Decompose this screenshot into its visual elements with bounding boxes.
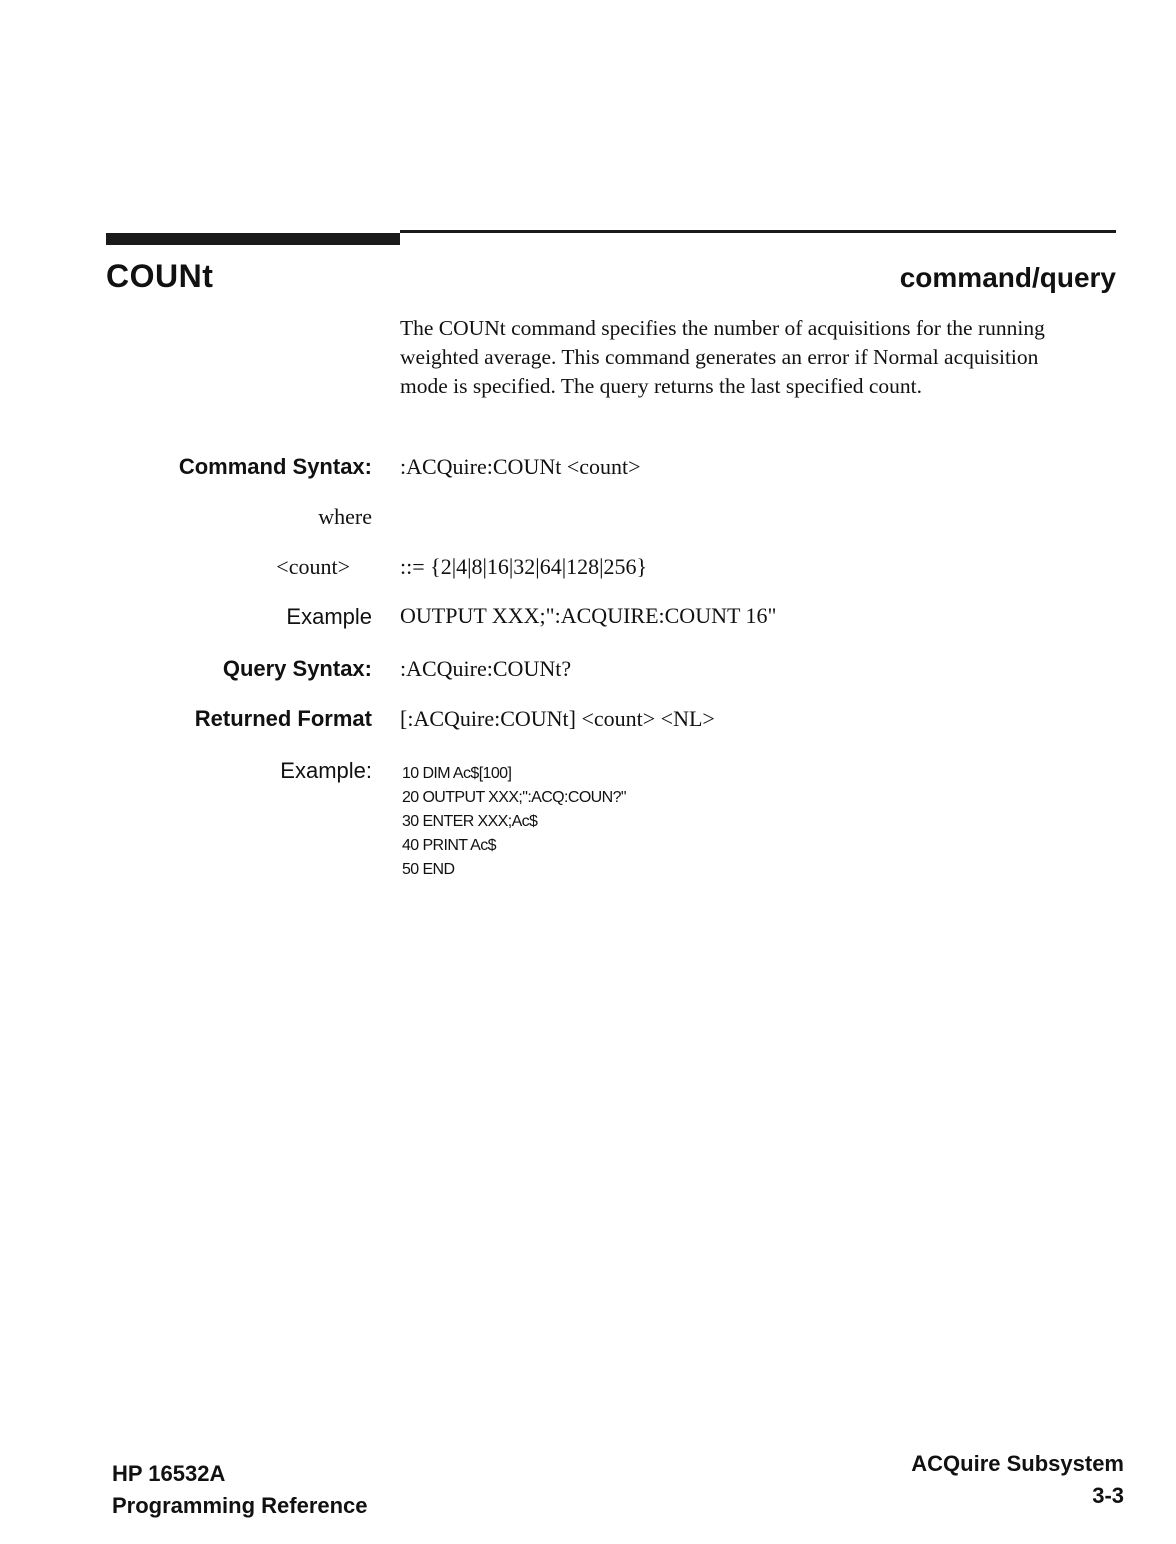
count-param-value: ::= {2|4|8|16|32|64|128|256} [400, 554, 648, 579]
example-value: OUTPUT XXX;":ACQUIRE:COUNT 16" [400, 603, 777, 628]
footer-product: HP 16532A [112, 1461, 226, 1486]
footer-left [112, 1458, 368, 1522]
code-line: 50 END [402, 861, 455, 878]
command-kind: command/query [899, 262, 1116, 293]
footer-manual-title: Programming Reference [112, 1493, 368, 1518]
command-syntax-label: Command Syntax: [178, 454, 372, 479]
code-line: 30 ENTER XXX;Ac$ [402, 813, 538, 830]
query-syntax-label: Query Syntax: [222, 656, 372, 681]
footer-page-number: 3-3 [1092, 1483, 1124, 1508]
command-syntax-value: :ACQuire:COUNt <count> [400, 454, 641, 479]
description-paragraph: The COUNt command specifies the number of acquisitions for the running weighted average. This command generates an error if Normal acquisition mode is specified. The query returns the last specified count. [400, 316, 1045, 398]
returned-format-label: Returned Format [194, 706, 372, 731]
example-label: Example [286, 604, 372, 629]
returned-format-value: [:ACQuire:COUNt] <count> <NL> [400, 706, 715, 731]
page-title: COUNt [106, 258, 214, 294]
footer-section: ACQuire Subsystem [911, 1451, 1124, 1476]
example-code-label: Example: [280, 758, 372, 783]
code-line: 10 DIM Ac$[100] [402, 765, 512, 782]
code-line: 40 PRINT Ac$ [402, 837, 496, 854]
code-line: 20 OUTPUT XXX;":ACQ:COUN?" [402, 789, 626, 806]
footer-right [911, 1448, 1124, 1512]
header-rule-thin [400, 230, 1116, 233]
header-rule-thick [106, 233, 400, 245]
count-param-label: <count> [276, 554, 350, 579]
where-label: where [318, 504, 372, 529]
code-example [402, 762, 626, 882]
query-syntax-value: :ACQuire:COUNt? [400, 656, 572, 681]
